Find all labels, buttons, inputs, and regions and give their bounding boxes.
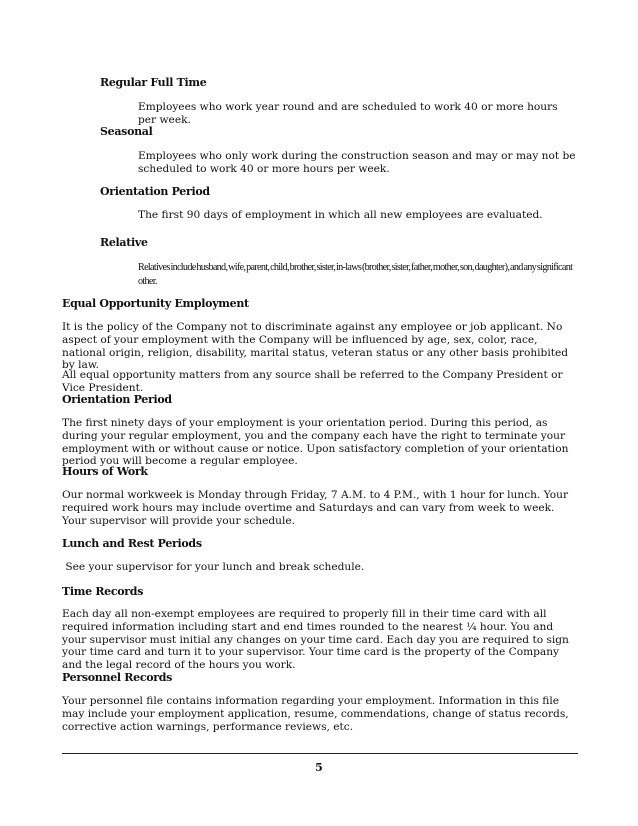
section-paragraph-equal-opportunity-2: All equal opportunity matters from any source shall be referred to the Company President or Vice President.: [62, 369, 563, 394]
definition-heading-relative: Relative: [100, 236, 148, 249]
section-paragraph-equal-opportunity-1: It is the policy of the Company not to discriminate against any employee or job applicant. No aspect of your employment with the Company will be influenced by age, sex, color, race, national origin, religion, disability, marital status, veteran status or any other basis prohibited by law.: [62, 321, 569, 372]
section-paragraph-time-records: Each day all non-exempt employees are required to properly fill in their time card with all required information including start and end times rounded to the nearest ¼ hour. You and your supervisor must initial any changes on your time card. Each day you are required to sign your time card and turn it to your supervisor. Your time card is the property of the Company and the legal record of the hours you work.: [62, 608, 569, 672]
definition-heading-orientation-period: Orientation Period: [100, 185, 210, 198]
definition-text-relative: Relatives include husband, wife, parent, child, brother, sister, in-laws (brother, sister, father, mother, son, daughter), and any significant other.: [138, 262, 573, 287]
definition-heading-seasonal: Seasonal: [100, 125, 153, 138]
section-heading-personnel-records: Personnel Records: [62, 671, 173, 684]
definition-text-regular-full-time: Employees who work year round and are scheduled to work 40 or more hours per week.: [138, 101, 558, 126]
section-heading-equal-opportunity: Equal Opportunity Employment: [62, 297, 249, 310]
section-paragraph-lunch-rest-periods: See your supervisor for your lunch and break schedule.: [62, 561, 365, 573]
section-paragraph-hours-of-work: Our normal workweek is Monday through Friday, 7 A.M. to 4 P.M., with 1 hour for lunch. Your required work hours may include overtime and Saturdays and can vary from week to week. Your supervisor will provide your schedule.: [62, 489, 569, 527]
footer-divider: [62, 753, 578, 754]
section-heading-lunch-rest-periods: Lunch and Rest Periods: [62, 537, 202, 550]
definition-text-orientation-period: The first 90 days of employment in which all new employees are evaluated.: [138, 209, 543, 221]
section-heading-hours-of-work: Hours of Work: [62, 465, 148, 478]
page-number: 5: [315, 761, 323, 774]
section-paragraph-personnel-records: Your personnel file contains information regarding your employment. Information in this file may include your employment application, resume, commendations, change of status records, corrective action warnings, performance reviews, etc.: [62, 695, 569, 733]
definition-text-seasonal: Employees who only work during the construction season and may or may not be scheduled to work 40 or more hours per week.: [138, 150, 576, 175]
section-heading-orientation-period: Orientation Period: [62, 393, 172, 406]
section-paragraph-orientation-period: The first ninety days of your employment is your orientation period. During this period, as during your regular employment, you and the company each have the right to terminate your employment with or without cause or notice. Upon satisfactory completion of your orientation period you will become a regular employee.: [62, 417, 569, 468]
section-heading-time-records: Time Records: [62, 585, 144, 598]
definition-heading-regular-full-time: Regular Full Time: [100, 76, 207, 89]
